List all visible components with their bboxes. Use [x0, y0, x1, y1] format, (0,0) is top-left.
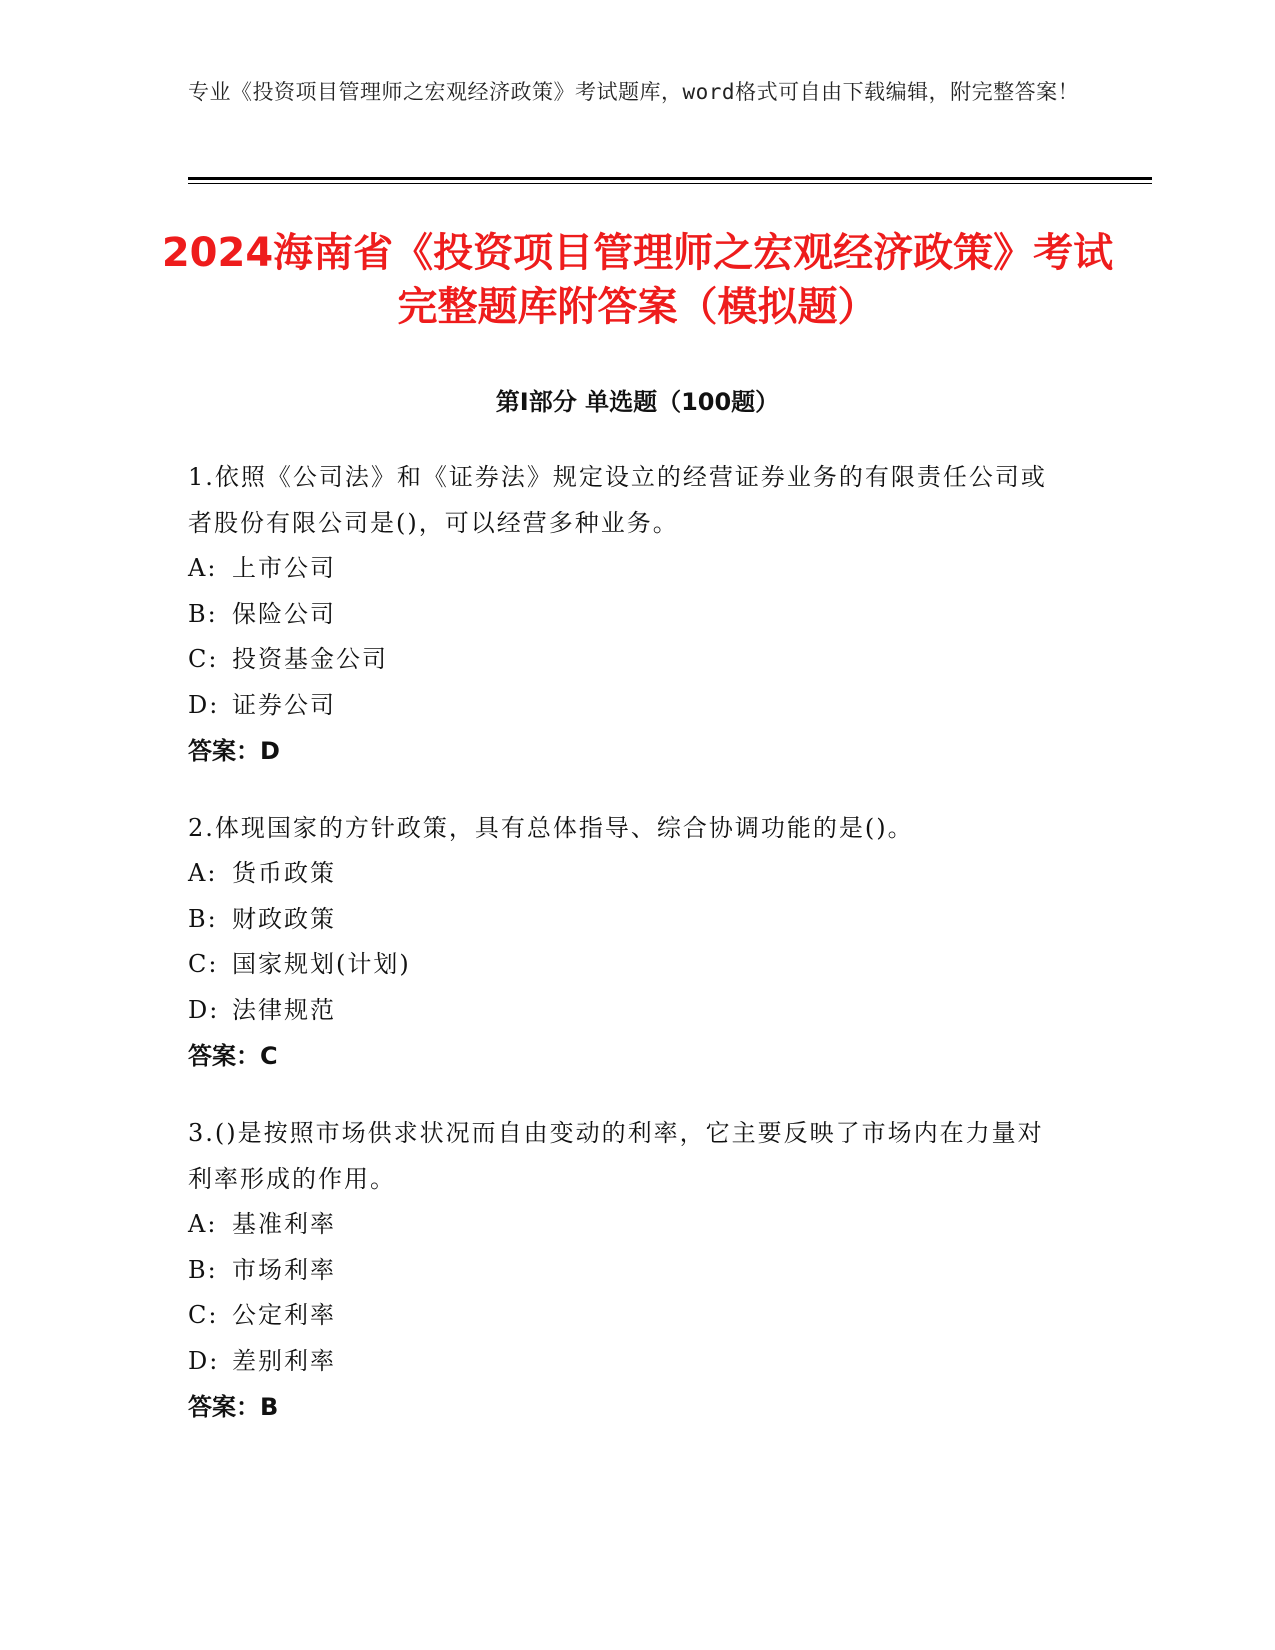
option-d	[188, 988, 1068, 1034]
option-letter: D:	[188, 995, 220, 1024]
option-a	[188, 546, 1068, 592]
header-divider-thick	[188, 177, 1152, 180]
document-title: 2024海南省《投资项目管理师之宏观经济政策》考试完整题库附答案（模拟题）	[161, 230, 1114, 330]
question-stem: 2.体现国家的方针政策，具有总体指导、综合协调功能的是()。	[188, 814, 914, 842]
answer-label: 答案：B	[188, 1393, 279, 1421]
option-text: 基准利率	[232, 1210, 336, 1238]
header-divider-thin	[188, 183, 1152, 184]
option-c	[188, 637, 1068, 683]
option-d	[188, 683, 1068, 729]
option-letter: A:	[188, 1210, 218, 1238]
question-3	[188, 1110, 1068, 1430]
option-letter: B:	[188, 1255, 218, 1284]
question-2	[188, 805, 1068, 1079]
option-text: 公定利率	[232, 1301, 336, 1329]
option-letter: D:	[188, 690, 220, 719]
option-text: 保险公司	[232, 599, 336, 628]
answer-label: 答案：D	[188, 737, 280, 765]
option-b	[188, 1248, 1068, 1294]
option-a	[188, 851, 1068, 897]
option-text: 国家规划(计划)	[232, 950, 411, 978]
option-a	[188, 1202, 1068, 1248]
option-text: 财政政策	[232, 904, 336, 933]
option-text: 货币政策	[232, 859, 336, 887]
section-title: 第I部分 单选题（100题）	[495, 388, 780, 416]
header-note: 专业《投资项目管理师之宏观经济政策》考试题库，word格式可自由下载编辑，附完整答案！	[188, 80, 1080, 104]
option-letter: B:	[188, 599, 218, 628]
option-letter: C:	[188, 645, 219, 673]
option-text: 投资基金公司	[232, 645, 388, 673]
question-stem: 1.依照《公司法》和《证券法》规定设立的经营证券业务的有限责任公司或者股份有限公司是()，可以经营多种业务。	[188, 463, 1047, 537]
question-stem: 3.()是按照市场供求状况而自由变动的利率，它主要反映了市场内在力量对利率形成的作用。	[188, 1119, 1044, 1193]
option-letter: C:	[188, 1301, 219, 1329]
option-c	[188, 1293, 1068, 1339]
option-c	[188, 942, 1068, 988]
option-text: 差别利率	[232, 1346, 336, 1375]
option-d	[188, 1339, 1068, 1385]
option-text: 上市公司	[232, 554, 336, 582]
option-letter: B:	[188, 904, 218, 933]
option-letter: D:	[188, 1346, 220, 1375]
option-letter: C:	[188, 950, 219, 978]
question-1	[188, 454, 1068, 774]
option-letter: A:	[188, 554, 218, 582]
answer-label: 答案：C	[188, 1042, 278, 1070]
option-text: 市场利率	[232, 1255, 336, 1284]
option-text: 法律规范	[232, 995, 336, 1024]
option-letter: A:	[188, 859, 218, 887]
option-b	[188, 592, 1068, 638]
option-b	[188, 897, 1068, 943]
option-text: 证券公司	[232, 690, 336, 719]
